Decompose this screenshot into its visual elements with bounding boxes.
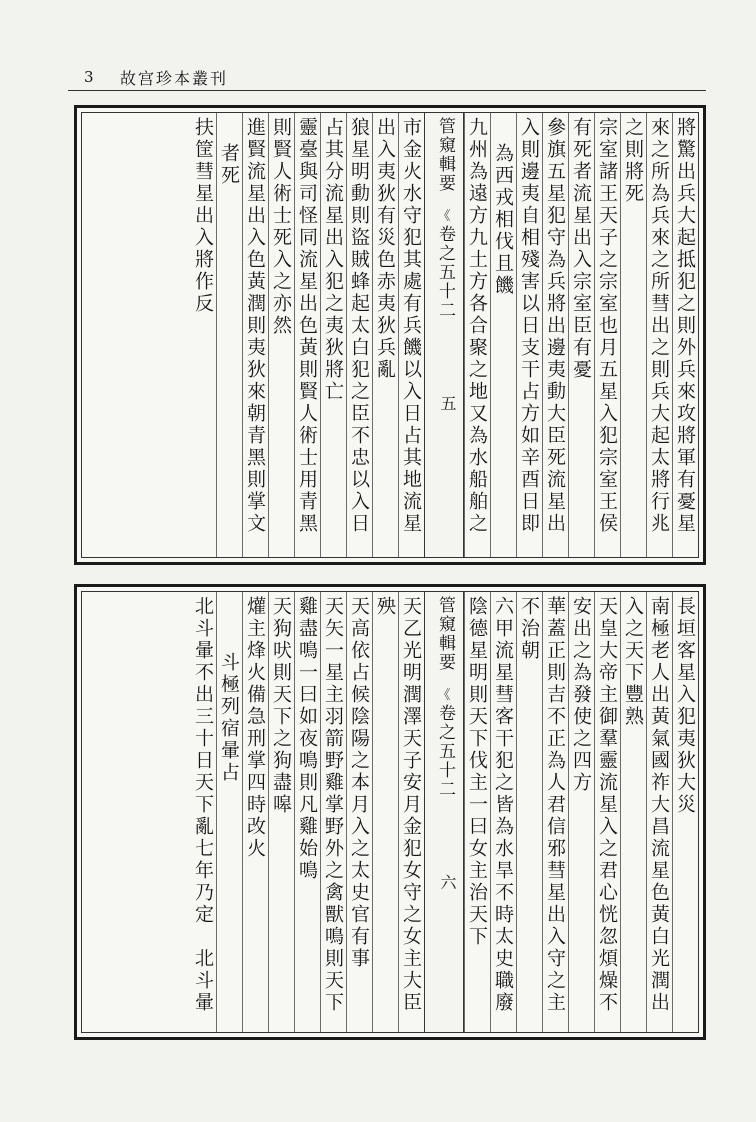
text-column: 不治朝: [516, 592, 542, 1032]
text-column: 來之所為兵來之所彗出之則兵大起太將行兆: [646, 113, 672, 557]
folio-bottom-frame: [81, 591, 699, 1033]
section-heading-column: 斗極列宿暈占: [216, 592, 242, 1032]
text-column: 有死者流星出入宗室臣有憂: [568, 113, 594, 557]
text-column: 入則邊夷自相殘害以日支干占方如辛酉日即: [516, 113, 542, 557]
text-column: 南極老人出黃氣國祚大昌流星色黃白光潤出: [646, 592, 672, 1032]
page-header: [0, 0, 756, 100]
text-column: 則賢人術士死入之亦然: [268, 113, 294, 557]
text-column: 爟主烽火備急刑掌四時改火: [242, 592, 268, 1032]
text-column: 之則將死: [620, 113, 646, 557]
text-column: 扶筐彗星出入將作反: [192, 117, 214, 315]
text-column: 為西戎相伐且饑: [490, 113, 516, 557]
folio-top-frame: [81, 112, 699, 558]
folio-bottom-lines: [82, 592, 698, 1032]
text-column: 安出之為發使之四方: [568, 592, 594, 1032]
banxin-title: 管窺輯要: [435, 596, 455, 672]
series-title: 故宫珍本叢刊: [120, 69, 229, 88]
header-rule: [68, 90, 706, 91]
block-center-column: [424, 592, 464, 1032]
text-column: 天狗吠則天下之狗盡嗥: [268, 592, 294, 1032]
text-column: 將驚出兵大起抵犯之則外兵來攻將軍有憂星: [672, 113, 698, 557]
text-column: 雞盡鳴一曰如夜鳴則凡雞始鳴: [294, 592, 320, 1032]
text-column: 六甲流星彗客干犯之皆為水旱不時太史職廢: [490, 592, 516, 1032]
text-column: 占其分流星出入犯之夷狄將亡: [320, 113, 346, 557]
fish-tail-mark: 《: [437, 209, 451, 224]
text-column: 陰德星明則天下伐主一曰女主治天下: [464, 592, 490, 1032]
text-column: 天乙光明潤澤天子安月金犯女守之女主大臣: [398, 592, 424, 1032]
text-column: 入之天下豐熟: [620, 592, 646, 1032]
text-column: 者死: [216, 113, 242, 557]
banxin-juan: 卷之五十二: [435, 704, 455, 799]
text-column: 天皇大帝主御羣靈流星入之君心恍忽煩燥不: [594, 592, 620, 1032]
page-number: 3: [84, 68, 94, 86]
text-column: 天矢一星主羽箭野雞掌野外之禽獸鳴則天下: [320, 592, 346, 1032]
block-center-column: [424, 113, 464, 557]
folio-top: [74, 105, 706, 565]
banxin-juan: 卷之五十二: [435, 225, 455, 320]
leaf-number: 六: [438, 874, 457, 890]
leaf-number: 五: [438, 395, 457, 411]
text-column: 狼星明動則盜賊蜂起太白犯之臣不忠以入日: [346, 113, 372, 557]
fish-tail-mark: 《: [437, 688, 451, 703]
text-column: 長垣客星入犯夷狄大災: [672, 592, 698, 1032]
text-column: 宗室諸王天子之宗室也月五星入犯宗室王侯: [594, 113, 620, 557]
folio-bottom: [74, 584, 706, 1040]
banxin-title: 管窺輯要: [435, 117, 455, 193]
text-column: 殃: [372, 592, 398, 1032]
text-column: 九州為遠方九土方各合聚之地又為水船舶之: [464, 113, 490, 557]
text-column: 北斗暈不出三十日天下亂七年乃定 北斗暈: [192, 596, 214, 1014]
folio-top-lines: [82, 113, 698, 557]
text-column: 市金火水守犯其處有兵饑以入日占其地流星: [398, 113, 424, 557]
text-column: 靈臺與司怪同流星出色黃則賢人術士用青黑: [294, 113, 320, 557]
text-column: 出入夷狄有災色赤夷狄兵亂: [372, 113, 398, 557]
text-column: 參旗五星犯守為兵將出邊夷動大臣死流星出: [542, 113, 568, 557]
text-column: 華蓋正則吉不正為人君信邪彗星出入守之主: [542, 592, 568, 1032]
text-column: 天高依占候陰陽之本月入之太史官有事: [346, 592, 372, 1032]
text-column: 進賢流星出入色黃潤則夷狄來朝青黑則掌文: [242, 113, 268, 557]
